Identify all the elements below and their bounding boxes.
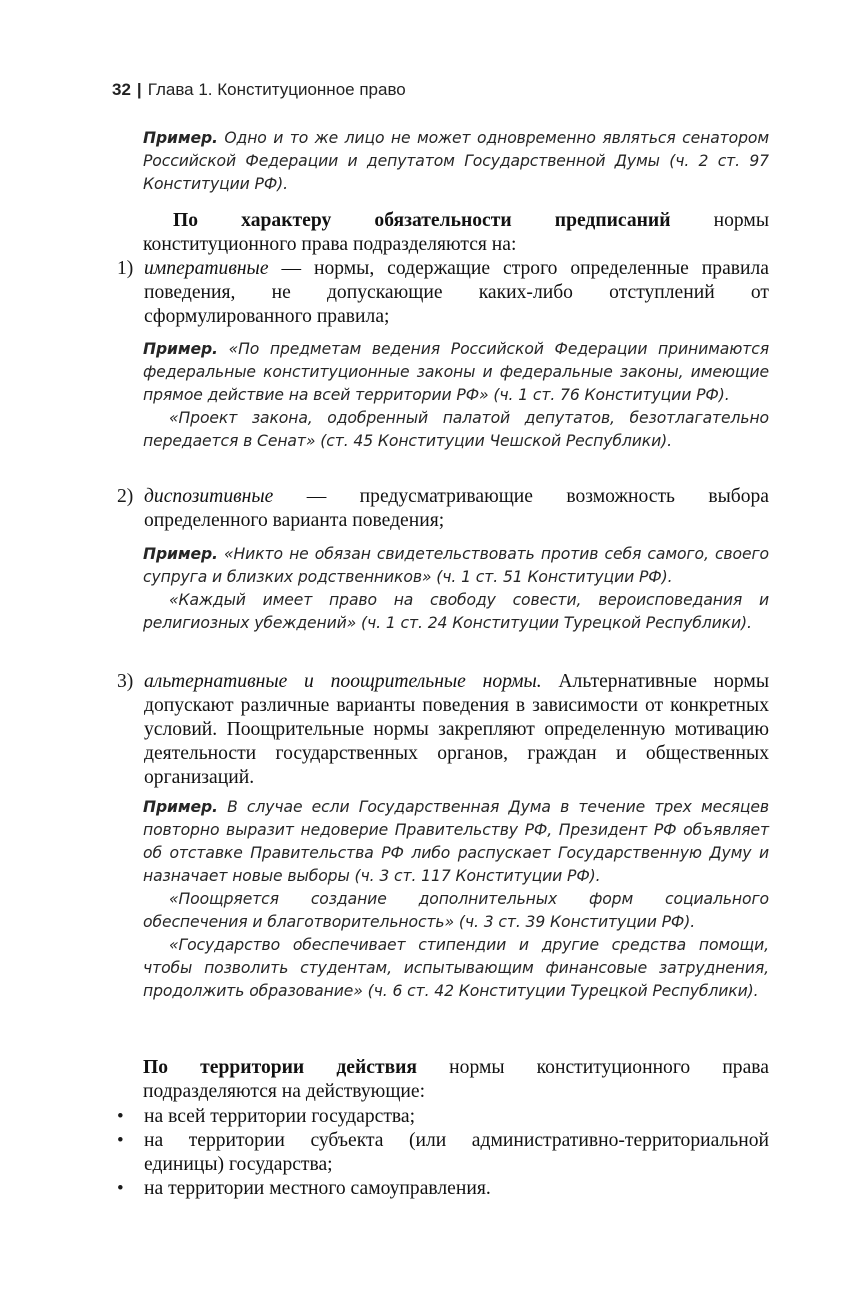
bullet-marker: •: [117, 1178, 124, 1199]
section-heading: По территории действия: [143, 1057, 418, 1078]
bullet-marker: •: [117, 1130, 124, 1151]
example-lead: Пример.: [143, 798, 218, 816]
section-text: нормы конституционного права подразделяются на:: [143, 210, 769, 255]
example-block-3: [143, 543, 769, 635]
example-block-4: [143, 796, 769, 1003]
bullet-item: [117, 1129, 769, 1177]
list-description: Альтернативные нормы допускают различные варианты поведения в зависимости от конкретных условий. Поощрительные нормы закрепляют определенную мотивацию деятельности государственных органов, граждан и общественных организаций.: [144, 671, 770, 788]
section-intro-obligation: [143, 209, 769, 257]
example-paragraph: «Государство обеспечивает стипендии и другие средства помощи, чтобы позволить студентам, испытывающим финансовые затруднения, продолжить образование» (ч. 6 ст. 42 Конституции Турецкой Республики).: [143, 936, 769, 1000]
list-term: императивные: [144, 258, 269, 279]
list-term: диспозитивные: [144, 486, 274, 507]
bullet-text: на всей территории государства;: [144, 1106, 416, 1127]
example-paragraph: «Проект закона, одобренный палатой депутатов, безотлагательно передается в Сенат» (ст. 45 Конституции Чешской Республики).: [143, 409, 769, 450]
list-term: альтернативные и поощрительные нормы.: [144, 671, 542, 692]
example-lead: Пример.: [143, 545, 218, 563]
example-paragraph: «Каждый имеет право на свободу совести, вероисповедания и религиозных убеждений» (ч. 1 ст. 24 Конституции Турецкой Республики).: [143, 591, 769, 632]
bullet-text: на территории местного самоуправления.: [144, 1178, 491, 1199]
bullet-item: [117, 1105, 769, 1129]
list-item-text: [144, 485, 769, 533]
example-text: «Никто не обязан свидетельствовать против себя самого, своего супруга и близких родственников» (ч. 1 ст. 51 Конституции РФ).: [143, 545, 769, 586]
list-item-alternative: [117, 670, 769, 790]
example-text: В случае если Государственная Дума в течение трех месяцев повторно выразит недоверие Правительству РФ, Президент РФ объявляет об отставке Правительства РФ либо распускает Государственную Думу и назначает новые выборы (ч. 3 ст. 117 Конституции РФ).: [143, 798, 769, 885]
header-separator: |: [136, 80, 142, 99]
example-paragraph: [143, 543, 769, 589]
example-paragraph: [143, 127, 769, 196]
example-paragraph: [143, 338, 769, 407]
example-paragraph: [143, 796, 769, 888]
chapter-title: Глава 1. Конституционное право: [147, 80, 406, 99]
example-block-1: [143, 127, 769, 196]
example-lead: Пример.: [143, 340, 218, 358]
list-marker: 2): [117, 486, 134, 507]
list-marker: 3): [117, 671, 134, 692]
list-item-imperative: [117, 257, 769, 329]
list-marker: 1): [117, 258, 134, 279]
section-heading: По характеру обязательности предписаний: [173, 210, 671, 231]
list-description: — нормы, содержащие строго определенные правила поведения, не допускающие каких-либо отступлений от сформулированного правила;: [144, 258, 769, 327]
bullet-marker: •: [117, 1106, 124, 1127]
section-intro-territory: [143, 1056, 769, 1104]
example-paragraph: «Поощряется создание дополнительных форм социального обеспечения и благотворительность» (ч. 3 ст. 39 Конституции РФ).: [143, 890, 769, 931]
section-text: нормы конституционного права подразделяются на действующие:: [143, 1057, 769, 1102]
bullet-item: [117, 1177, 769, 1201]
page-number: 32: [112, 80, 131, 99]
list-item-text: [144, 670, 769, 790]
section-paragraph: [113, 209, 769, 257]
example-text: «По предметам ведения Российской Федерации принимаются федеральные конституционные законы и федеральные законы, имеющие прямое действие на всей территории РФ» (ч. 1 ст. 76 Конституции РФ).: [143, 340, 769, 404]
example-block-2: [143, 338, 769, 453]
section-paragraph: [143, 1056, 769, 1104]
example-lead: Пример.: [143, 129, 218, 147]
list-item-dispositive: [117, 485, 769, 533]
bullet-text: на территории субъекта (или административно-территориальной единицы) государства;: [144, 1130, 769, 1175]
example-text: Одно и то же лицо не может одновременно являться сенатором Российской Федерации и депутатом Государственной Думы (ч. 2 ст. 97 Конституции РФ).: [143, 129, 769, 193]
list-item-text: [144, 257, 769, 329]
running-header: [112, 80, 406, 100]
list-description: — предусматривающие возможность выбора определенного варианта поведения;: [144, 486, 769, 531]
